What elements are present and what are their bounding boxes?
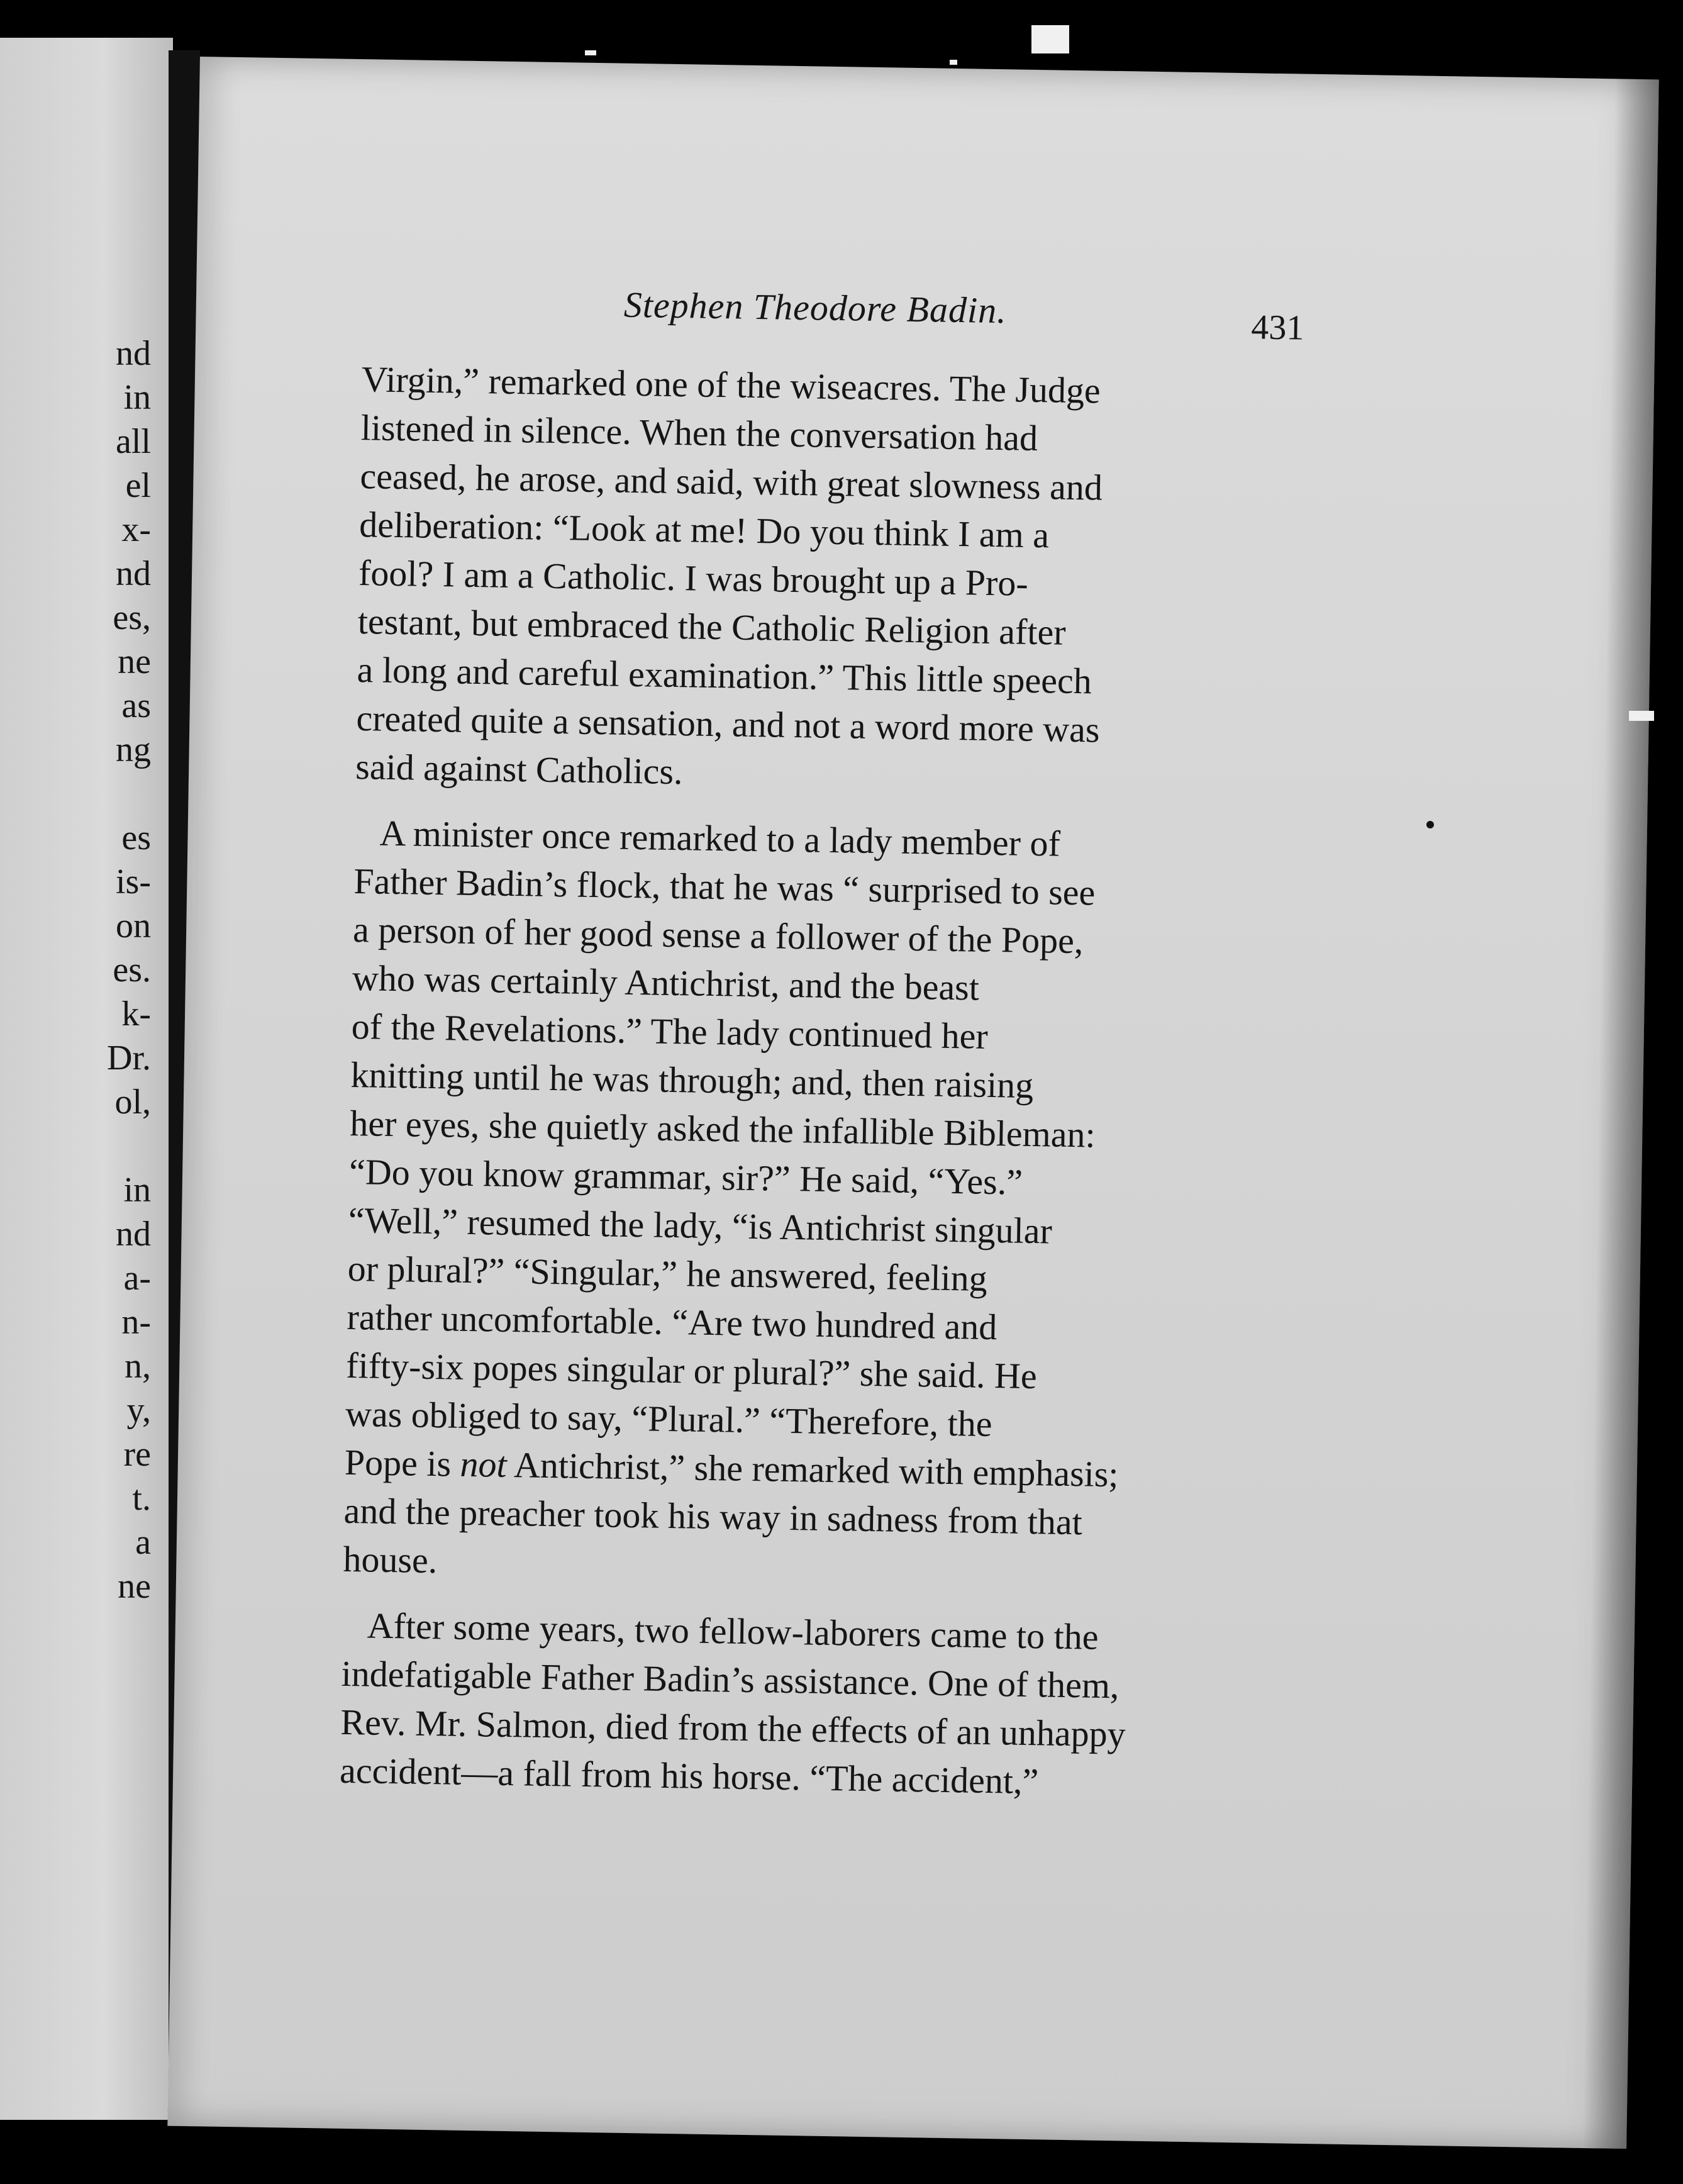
previous-page-fragment: in xyxy=(123,378,151,417)
previous-page-fragment: as xyxy=(121,686,151,725)
text-line: her eyes, she quietly asked the infallible Bibleman: xyxy=(349,1102,1096,1156)
text-line: indefatigable Father Badin’s assistance. One of them, xyxy=(341,1652,1119,1707)
previous-page-fragment: es. xyxy=(113,950,151,989)
text-line: rather uncomfortable. “Are two hundred and xyxy=(347,1296,997,1348)
previous-page-fragment: ol, xyxy=(114,1083,151,1122)
text-line: A minister once remarked to a lady member of xyxy=(379,812,1061,864)
previous-page-fragment: es xyxy=(121,818,151,857)
previous-page-fragment: re xyxy=(123,1435,151,1474)
previous-page-fragment: nd xyxy=(116,1215,151,1254)
text-line: “Do you know grammar, sir?” He said, “Yes.” xyxy=(348,1150,1023,1203)
text-line: After some years, two fellow-laborers came to the xyxy=(367,1605,1099,1658)
previous-page-fragment: x- xyxy=(121,510,151,549)
text-line: house. xyxy=(343,1538,438,1581)
previous-page-fragment: a- xyxy=(123,1259,151,1298)
previous-page-fragment: n- xyxy=(121,1303,151,1342)
previous-page-fragment: t. xyxy=(132,1479,151,1518)
text-line: a long and careful examination.” This little speech xyxy=(357,649,1092,702)
previous-page-fragment: ng xyxy=(116,730,151,769)
paragraph xyxy=(355,355,1293,805)
text-line: knitting until he was through; and, then raising xyxy=(350,1054,1034,1106)
previous-page-fragment: in xyxy=(123,1171,151,1210)
text-line: was obliged to say, “Plural.” “Therefore, the xyxy=(345,1393,993,1445)
text-line: and the preacher took his way in sadness from that xyxy=(343,1490,1083,1543)
previous-page-fragment: el xyxy=(125,466,151,505)
previous-page-fragment: on xyxy=(116,906,151,945)
text-line: who was certainly Antichrist, and the beast xyxy=(352,957,980,1008)
text-line: “Well,” resumed the lady, “is Antichrist singular xyxy=(348,1199,1053,1252)
previous-page-fragment: k- xyxy=(121,994,151,1034)
text-line: listened in silence. When the conversation had xyxy=(360,407,1038,459)
text-line: Rev. Mr. Salmon, died from the effects of an unhappy xyxy=(340,1701,1126,1755)
page-number: 431 xyxy=(1250,308,1304,348)
text-line: of the Revelations.” The lady continued her xyxy=(351,1005,989,1057)
text-line: deliberation: “Look at me! Do you think I am a xyxy=(358,504,1050,556)
previous-page-fragment: is- xyxy=(116,862,151,901)
text-line: accident—a fall from his horse. “The accident,” xyxy=(339,1749,1039,1802)
previous-page-fragment: nd xyxy=(116,554,151,593)
previous-page-fragment: n, xyxy=(125,1347,151,1386)
paragraph xyxy=(343,808,1286,1598)
body-text xyxy=(340,355,1293,1809)
paragraph xyxy=(340,1601,1274,1809)
previous-page-fragment: es, xyxy=(113,598,151,637)
book-page xyxy=(167,57,1658,2149)
scan-speck xyxy=(1426,821,1434,828)
text-line: Virgin,” remarked one of the wiseacres. The Judge xyxy=(361,359,1101,411)
text-line: a person of her good sense a follower of the Pope, xyxy=(352,908,1084,962)
running-head: Stephen Theodore Badin. xyxy=(623,284,1008,332)
text-line: created quite a sensation, and not a word more was xyxy=(356,698,1101,750)
scan-speck xyxy=(1629,711,1654,721)
scan-speck xyxy=(585,50,596,55)
scan-speck xyxy=(950,60,957,65)
previous-page-fragment: y, xyxy=(126,1391,151,1430)
scan-speck xyxy=(1031,25,1069,53)
text-line: or plural?” “Singular,” he answered, feeling xyxy=(347,1247,988,1299)
previous-page-fragment: a xyxy=(135,1523,151,1562)
previous-page-fragment: ne xyxy=(118,642,151,681)
previous-page-fragment: nd xyxy=(116,334,151,373)
text-line: Pope is not Antichrist,” she remarked with emphasis; xyxy=(344,1441,1119,1495)
text-line: Father Badin’s flock, that he was “ surprised to see xyxy=(353,861,1096,913)
previous-page-edge xyxy=(0,38,173,2120)
text-line: fifty-six popes singular or plural?” she said. He xyxy=(345,1344,1038,1397)
previous-page-fragment: ne xyxy=(118,1567,151,1606)
text-line: testant, but embraced the Catholic Religion after xyxy=(357,601,1067,653)
previous-page-fragment: all xyxy=(116,422,151,461)
page-shadow-edge xyxy=(1582,79,1659,2149)
text-line: said against Catholics. xyxy=(355,746,684,793)
text-line: ceased, he arose, and said, with great slowness and xyxy=(360,455,1103,508)
text-line: fool? I am a Catholic. I was brought up a Pro- xyxy=(358,552,1029,604)
previous-page-fragment: Dr. xyxy=(107,1039,151,1078)
